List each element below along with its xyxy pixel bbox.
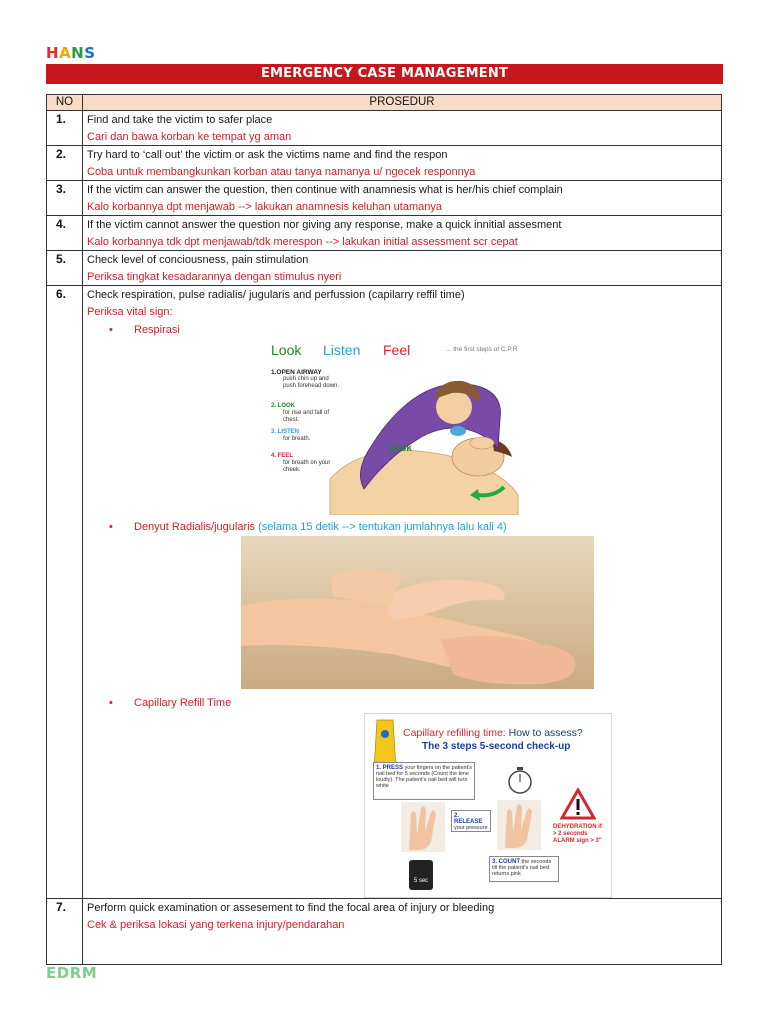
page-title: EMERGENCY CASE MANAGEMENT <box>46 64 723 84</box>
crt-step-3 <box>489 856 559 882</box>
step-english: Try hard to ‘call out’ the victim or ask the victims name and find the respon <box>87 149 448 161</box>
row-number: 7. <box>47 899 83 965</box>
table-row <box>47 899 722 965</box>
step-english: Perform quick examination or assesement to find the focal area of injury or bleeding <box>87 902 495 914</box>
step-english: If the victim cannot answer the question nor giving any response, make a quick innitial assesment <box>87 219 562 231</box>
header-no: NO <box>47 95 83 111</box>
crt-step-3-desc: the seconds till the patient's nail bed returns pink <box>492 859 552 877</box>
row-content <box>83 286 722 899</box>
cpr-rescuer-drawing <box>268 339 532 515</box>
cpr-listen-label: Listen <box>323 342 361 358</box>
step-english: Check level of conciousness, pain stimulation <box>87 254 309 266</box>
step-english: Find and take the victim to safer place <box>87 114 273 126</box>
row-content <box>83 181 722 216</box>
bullet-respirasi-label: Respirasi <box>134 324 180 336</box>
table-row <box>47 216 722 251</box>
crt-alarm: DEHYDRATION if > 2 seconds ALARM sign > 3" <box>551 822 609 850</box>
bullet-denyut-label: Denyut Radialis/jugularis <box>134 521 256 533</box>
crt-step-1-title: 1. PRESS <box>376 765 404 771</box>
pulse-check-photo <box>241 536 594 689</box>
crt-step-2-desc: your pressure <box>454 825 488 831</box>
cpr-subtitle: ... the first steps of C.P.R <box>446 346 518 353</box>
row-number: 1. <box>47 111 83 146</box>
bullet-respirasi <box>87 322 721 338</box>
cpr-look-label: Look <box>271 342 302 358</box>
step-indonesian: Cari dan bawa korban ke tempat yg aman <box>87 131 292 143</box>
row-content <box>83 216 722 251</box>
cpr-step-3-desc: for breath. <box>283 436 311 442</box>
timer-label: 5 sec <box>413 878 429 884</box>
crt-step-1-desc: your fingers on the patient's nail bed for 5 seconds (Count the time loudly). The patient's nail bed will turn white <box>376 765 472 789</box>
crt-step-2-title: 2. RELEASE <box>454 813 483 825</box>
header-prosedur: PROSEDUR <box>83 95 722 111</box>
cpr-illustration <box>268 339 532 515</box>
hand-release-image <box>497 800 541 850</box>
cpr-step-1-title: 1.OPEN AIRWAY <box>271 369 322 376</box>
cpr-step-4-title: 4. FEEL <box>271 453 294 459</box>
step-indonesian: Kalo korbannya tdk dpt menjawab/tdk merespon --> lakukan initial assessment scr cepat <box>87 236 518 248</box>
cpr-step-1-desc: push chin up and push forehead down. <box>283 376 340 389</box>
procedure-table <box>46 94 722 965</box>
step-indonesian: Cek & periksa lokasi yang terkena injury/pendarahan <box>87 919 345 931</box>
crt-heading-red: Capillary refilling time: <box>403 727 506 739</box>
bullet-denyut-note: (selama 15 detik --> tentukan jumlahnya lalu kali 4) <box>258 521 507 533</box>
cpr-step-4-desc: for breath on your cheek. <box>283 460 331 473</box>
crt-heading-blue: How to assess? <box>508 727 583 739</box>
capillary-refill-graphic <box>364 713 612 898</box>
step-english: If the victim can answer the question, then continue with anamnesis what is her/his chief complain <box>87 184 563 196</box>
table-row <box>47 286 722 899</box>
table-row <box>47 181 722 216</box>
step-indonesian: Periksa vital sign: <box>87 306 173 318</box>
step-indonesian: Periksa tingkat kesadarannya dengan stimulus nyeri <box>87 271 342 283</box>
step-english: Check respiration, pulse radialis/ jugularis and perfussion (capilarry reffil time) <box>87 289 465 301</box>
cpr-arrow-look-label: Look <box>388 443 412 454</box>
cpr-step-2-title: 2. LOOK <box>271 403 296 409</box>
row-number: 4. <box>47 216 83 251</box>
row-content <box>83 899 722 965</box>
timer-icon <box>409 860 433 890</box>
bullet-denyut <box>87 519 721 535</box>
table-header-row <box>47 95 722 111</box>
bullet-crt <box>87 695 721 711</box>
row-number: 5. <box>47 251 83 286</box>
table-row <box>47 111 722 146</box>
row-number: 6. <box>47 286 83 899</box>
stopwatch-icon <box>507 766 533 794</box>
table-row <box>47 146 722 181</box>
hand-press-image <box>401 802 445 852</box>
crt-step-1 <box>373 762 475 800</box>
row-number: 2. <box>47 146 83 181</box>
crt-step-3-title: 3. COUNT <box>492 859 521 865</box>
table-row <box>47 251 722 286</box>
cpr-step-2-desc: for rise and fall of chest. <box>283 410 330 423</box>
footer-logo: EDRM <box>46 964 98 982</box>
row-content <box>83 146 722 181</box>
warning-triangle-icon <box>560 788 596 820</box>
step-indonesian: Kalo korbannya dpt menjawab --> lakukan anamnesis keluhan utamanya <box>87 201 442 213</box>
step-indonesian: Coba untuk membangkunkan korban atau tanya namanya u/ ngecek responnya <box>87 166 476 178</box>
row-content <box>83 251 722 286</box>
logo-letter-s: S <box>84 44 96 62</box>
row-content <box>83 111 722 146</box>
hans-logo <box>46 44 96 62</box>
cpr-feel-label: Feel <box>383 342 411 358</box>
crt-heading <box>403 727 583 739</box>
crt-step-2 <box>451 810 491 832</box>
logo-letter-h: H <box>46 44 60 62</box>
bullet-crt-label: Capillary Refill Time <box>134 697 232 709</box>
cpr-step-3-title: 3. LISTEN <box>271 429 300 435</box>
logo-letter-a: A <box>59 44 72 62</box>
logo-letter-n: N <box>71 44 85 62</box>
crt-subheading: The 3 steps 5-second check-up <box>422 741 571 752</box>
row-number: 3. <box>47 181 83 216</box>
